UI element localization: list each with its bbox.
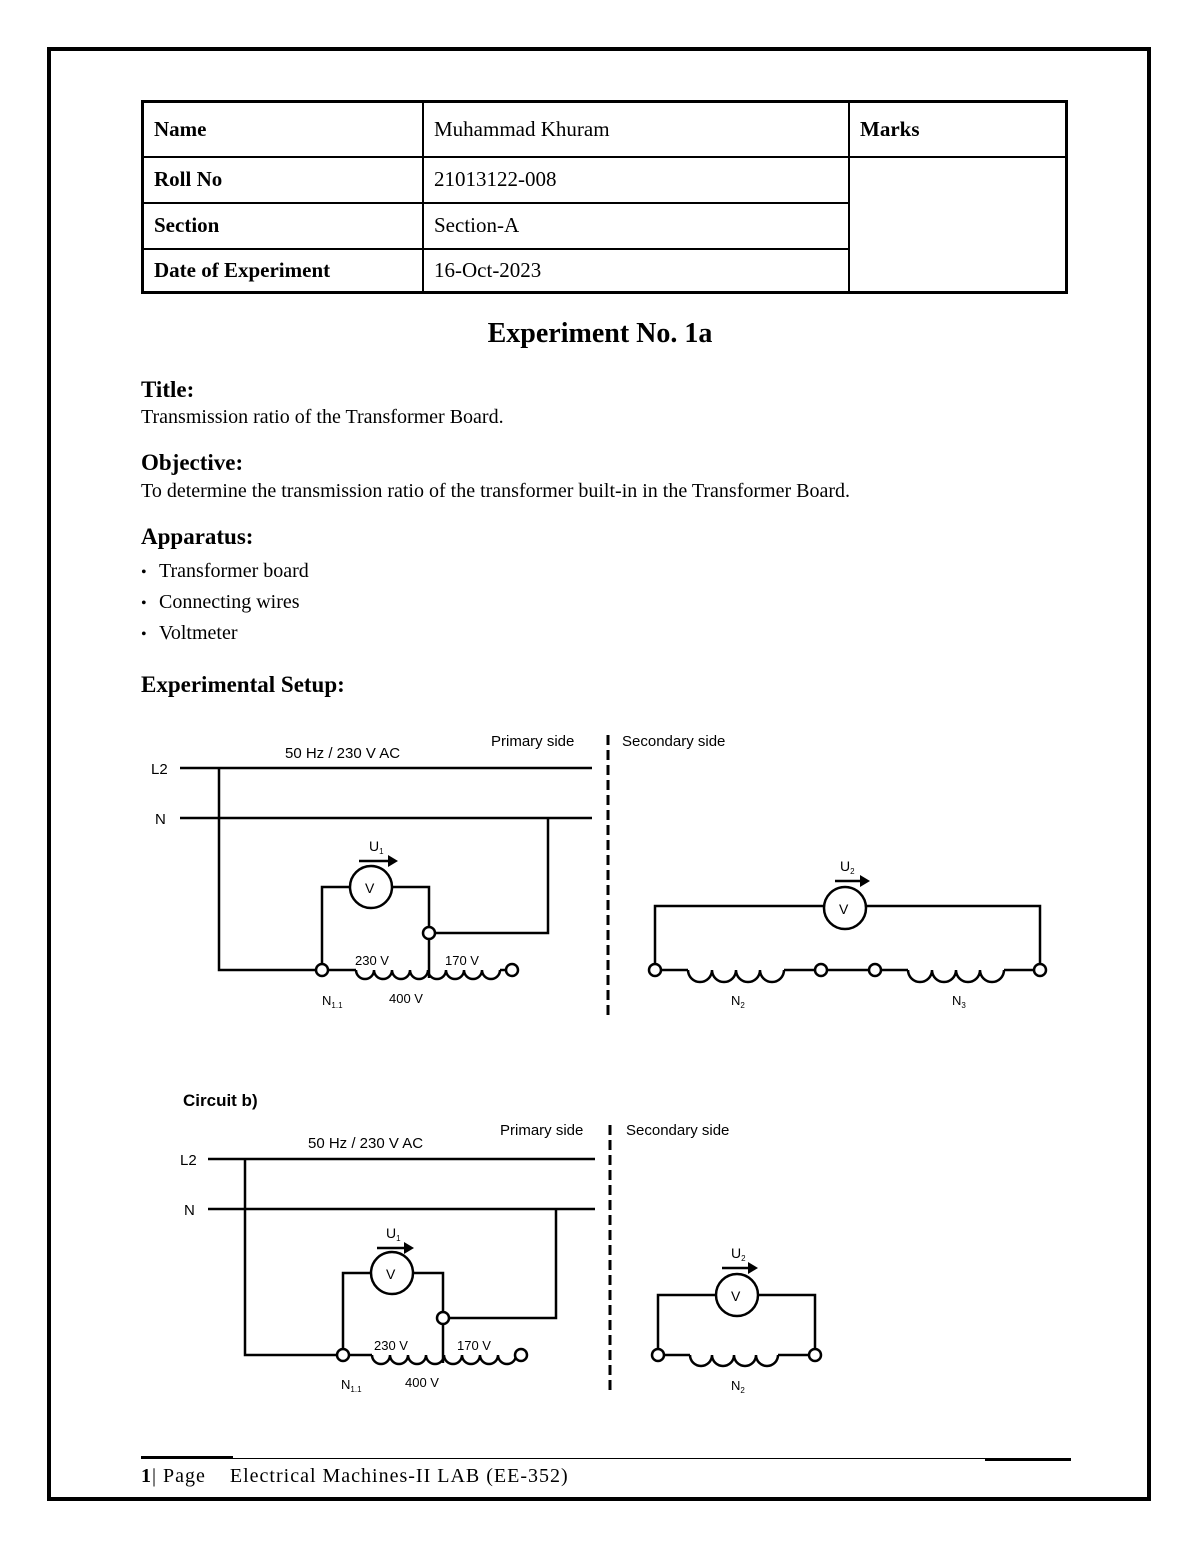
date-label: Date of Experiment (143, 249, 424, 293)
experiment-title: Experiment No. 1a (487, 318, 713, 349)
n2-label: $N_2$ (731, 1378, 745, 1395)
u2-label: $U_2$ (840, 858, 855, 876)
apparatus-item: • Connecting wires (141, 587, 309, 618)
n3-label: $N_3$ (952, 993, 966, 1010)
course-title: Electrical Machines-II LAB (EE-352) (229, 1465, 569, 1487)
circuit-b-diagram (0, 1080, 1200, 1405)
u1-label: $U_1$ (369, 838, 384, 856)
circuit-b-label: Circuit b) (183, 1091, 258, 1110)
marks-cell (849, 157, 1067, 293)
secondary-side-label: Secondary side (626, 1122, 730, 1139)
objective-heading: Objective: (141, 450, 244, 475)
title-heading: Title: (141, 377, 195, 402)
voltmeter-v2: V (839, 901, 849, 917)
page-footer (141, 1465, 569, 1488)
setup-heading: Experimental Setup: (141, 672, 345, 697)
n11-label: $N_{1.1}$ (341, 1377, 362, 1394)
page-label: | Page (152, 1465, 206, 1487)
total-400v-label: 400 V (389, 991, 423, 1006)
n-label: N (184, 1202, 195, 1219)
page-number: 1 (141, 1465, 152, 1487)
primary-side-label: Primary side (500, 1122, 584, 1139)
footer-rule (985, 1458, 1071, 1461)
apparatus-heading: Apparatus: (141, 524, 254, 549)
section-label: Section (143, 203, 424, 249)
footer-rule (233, 1458, 1071, 1459)
voltmeter-v2: V (731, 1288, 741, 1304)
l2-label: L2 (180, 1152, 197, 1169)
apparatus-list (141, 556, 309, 649)
n2-label: $N_2$ (731, 993, 745, 1010)
n11-label: $N_{1.1}$ (322, 993, 343, 1010)
n-label: N (155, 811, 166, 828)
voltmeter-v1: V (365, 880, 375, 896)
apparatus-item: • Voltmeter (141, 618, 309, 649)
supply-label: 50 Hz / 230 V AC (308, 1135, 424, 1152)
u2-label: $U_2$ (731, 1245, 746, 1263)
roll-label: Roll No (143, 157, 424, 203)
tap-170v-label: 170 V (445, 953, 479, 968)
tap-170v-label: 170 V (457, 1338, 491, 1353)
section-value: Section-A (423, 203, 849, 249)
date-value: 16-Oct-2023 (423, 249, 849, 293)
marks-label: Marks (849, 102, 1067, 157)
secondary-side-label: Secondary side (622, 733, 726, 750)
voltmeter-v1: V (386, 1266, 396, 1282)
name-label: Name (143, 102, 424, 157)
l2-label: L2 (151, 761, 168, 778)
circuit-a-diagram (0, 720, 1200, 1030)
total-400v-label: 400 V (405, 1375, 439, 1390)
title-text: Transmission ratio of the Transformer Board. (141, 406, 504, 428)
roll-value: 21013122-008 (423, 157, 849, 203)
footer-rule (141, 1456, 233, 1459)
objective-text: To determine the transmission ratio of the transformer built-in in the Transformer Board. (141, 480, 851, 502)
tap-230v-label: 230 V (355, 953, 389, 968)
name-value: Muhammad Khuram (423, 102, 849, 157)
u1-label: $U_1$ (386, 1225, 401, 1243)
supply-label: 50 Hz / 230 V AC (285, 745, 401, 762)
primary-side-label: Primary side (491, 733, 575, 750)
tap-230v-label: 230 V (374, 1338, 408, 1353)
student-info-table (141, 100, 1068, 294)
apparatus-item: • Transformer board (141, 556, 309, 587)
